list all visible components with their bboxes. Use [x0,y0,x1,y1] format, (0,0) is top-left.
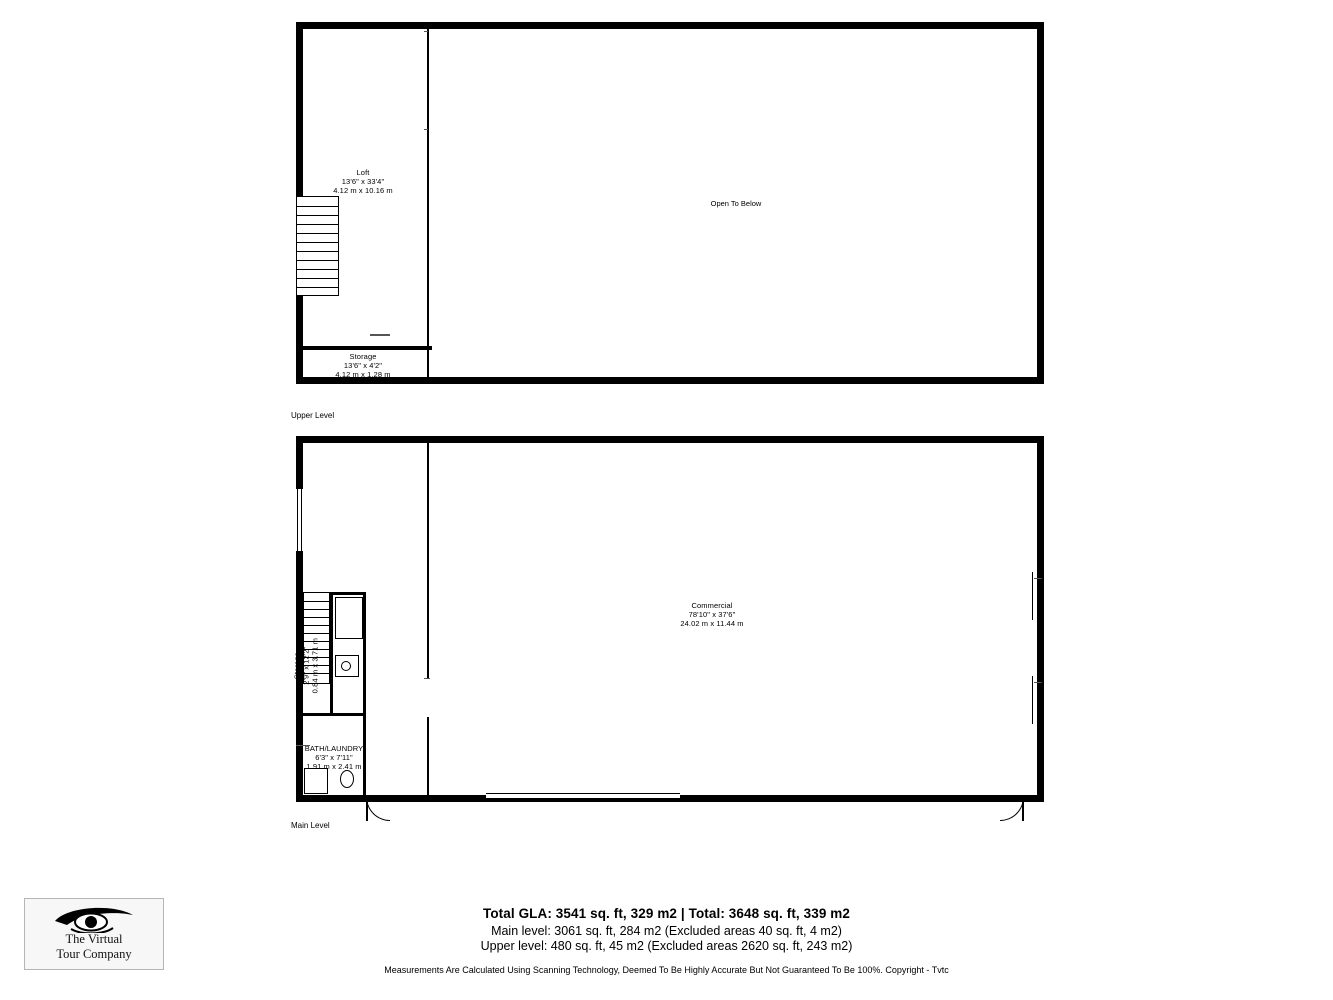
bath-toilet [340,770,354,788]
logo-line-1: The Virtual [65,932,123,946]
upper-wall-tick-storage [370,334,390,336]
main-partition-vertical-upper [427,443,429,679]
upper-wall-right [1037,22,1044,384]
main-entry-door-left-arc [366,797,390,821]
main-window-right-lower [1032,676,1038,724]
room-dimensions-imperial: 13'6" x 33'4" [341,177,385,187]
room-dimensions-metric: 4.12 m x 1.28 m [335,370,391,380]
main-window-bottom [486,793,584,799]
main-wall-top [296,436,1044,443]
room-name: Commercial [691,601,733,610]
room-label-loft [303,168,423,195]
main-entry-door-right-arc [1000,797,1024,821]
footer-total-gla: Total GLA: 3541 sq. ft, 329 m2 | Total: 3648 sq. ft, 339 m2 [482,906,851,921]
upper-partition-tick-mid [424,129,428,130]
annotation-open-to-below: Open To Below [710,199,762,208]
main-partition-tick [424,678,430,679]
main-right-wall-tick-upper [1034,578,1042,579]
main-wall-right [1037,436,1044,802]
utility-fixture-upper [335,597,363,639]
room-dimensions-imperial: 13'6" x 4'2" [343,361,383,371]
footer-upper-level-area: Upper level: 480 sq. ft, 45 m2 (Excluded areas 2620 sq. ft, 243 m2) [480,939,853,953]
main-wall-left-upper [296,436,303,489]
main-storage-wall-right [330,592,333,716]
footer-disclaimer: Measurements Are Calculated Using Scanning Technology, Deemed To Be Highly Accurate But Not Guaranteed To Be 100%. Copyright - Tvtc [384,965,949,975]
footer-main-level-area: Main level: 3061 sq. ft, 284 m2 (Excluded areas 40 sq. ft, 4 m2) [491,924,842,938]
upper-storage-wall-top [296,346,432,350]
main-entry-door-right-leaf [1022,797,1024,821]
main-utility-wall-top [333,592,366,595]
upper-wall-top [296,22,1044,29]
upper-level-caption: Upper Level [291,411,335,420]
main-window-right-upper [1032,572,1038,620]
main-overhead-door-bottom [584,793,680,799]
room-label-main-storage [292,606,319,726]
room-dimensions-metric: 1.91 m x 2.41 m [306,762,362,772]
main-right-wall-tick-lower [1034,682,1042,683]
room-label-commercial [612,601,812,628]
utility-sink-basin [341,661,351,671]
room-dimensions-metric: 0.84 m x 3.71 m [310,638,320,694]
room-dimensions-imperial: 2'9" x 12'2" [301,646,311,685]
upper-partition-vertical [427,29,429,377]
room-dimensions-imperial: 78'10" x 37'6" [688,610,736,620]
upper-partition-tick-top [424,31,428,32]
footer-disclaimer-wrap [0,965,1333,975]
room-label-upper-storage [303,352,423,379]
main-partition-vertical-lower [427,717,429,795]
main-window-left [297,489,302,551]
logo-line-2: Tour Company [56,946,132,961]
room-name: BATH/LAUNDRY [304,744,364,753]
bath-tub [304,768,328,794]
room-name: Storage [349,352,377,361]
main-level-caption: Main Level [291,821,330,830]
room-name: Loft [356,168,370,177]
main-entry-door-left-leaf [366,797,368,821]
footer-summary [0,906,1333,953]
room-label-bath-laundry [274,744,394,771]
room-dimensions-imperial: 6'3" x 7'11" [315,753,353,763]
room-dimensions-metric: 4.12 m x 10.16 m [333,186,393,196]
room-name: Storage [292,652,302,680]
room-dimensions-metric: 24.02 m x 11.44 m [680,619,744,629]
main-utility-wall-right [363,592,366,716]
upper-staircase [296,196,339,296]
